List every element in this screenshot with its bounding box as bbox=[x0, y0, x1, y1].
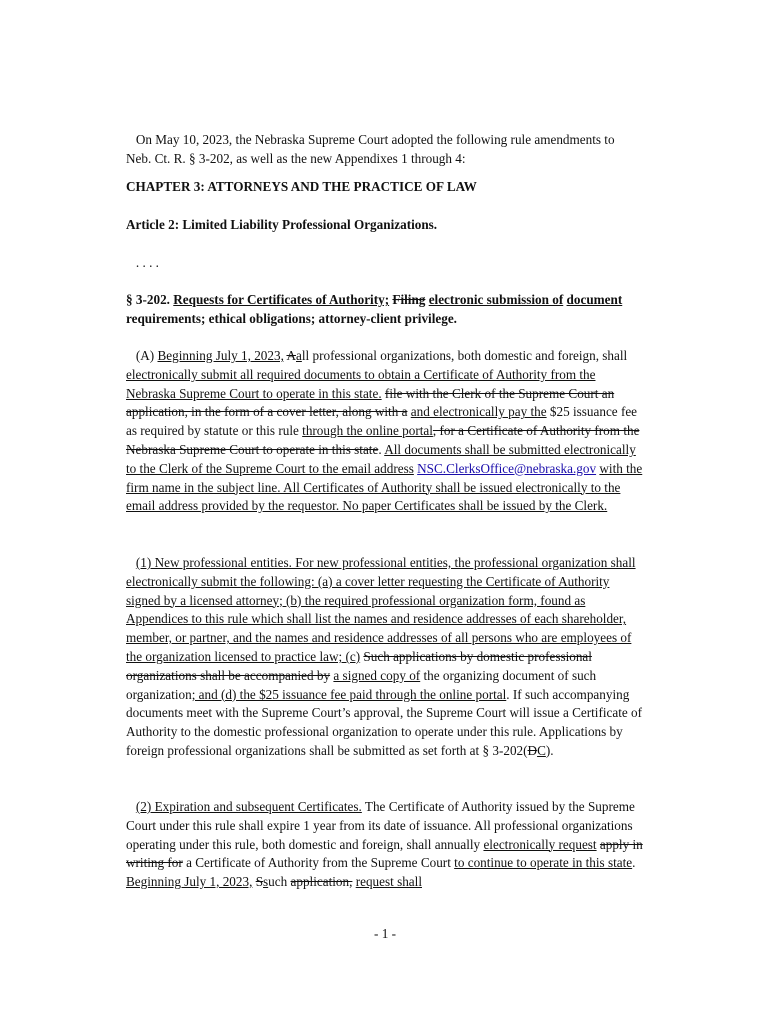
section-insert-3: document bbox=[566, 292, 623, 307]
para-a-insert-7: with the firm name in the subject line. All Certificates of Authority shall be issued electronically to the email address provided by the requestor. No paper Certificates shall be issued by the Clerk. bbox=[126, 460, 643, 514]
para-2-insert-4: Beginning July 1, 2023, bbox=[126, 874, 253, 890]
article-heading: Article 2: Limited Liability Professional Organizations. bbox=[126, 217, 438, 232]
para-2-text-2: a Certificate of Authority from the Supreme Court bbox=[186, 855, 451, 871]
para-2-insert-1: (2) Expiration and subsequent Certificates. bbox=[135, 799, 362, 814]
para-2-text-3: . bbox=[632, 855, 636, 871]
para-1-text-1: the organizing document of such organization bbox=[126, 667, 597, 702]
para-1-insert-3: ; and (d) the $25 issuance fee paid through the online portal bbox=[191, 686, 507, 702]
para-a-insert-3: electronically submit all required documents to obtain a Certificate of Authority from the Nebraska Supreme Court to operate in this state. bbox=[126, 366, 596, 401]
para-a-insert-4: and electronically pay the bbox=[410, 404, 547, 420]
paragraph-1 bbox=[126, 554, 646, 761]
intro-line-2: Neb. Ct. R. § 3-202, as well as the new Appendixes 1 through 4: bbox=[126, 150, 466, 166]
para-2-delete-2: S bbox=[255, 874, 264, 890]
para-2-text-4: uch bbox=[268, 874, 288, 890]
para-2-delete-3: application, bbox=[290, 874, 353, 890]
para-a-text-3: . bbox=[378, 441, 382, 457]
clerk-email-link[interactable]: NSC.ClerksOffice@nebraska.gov bbox=[417, 460, 597, 476]
para-2-insert-5: s bbox=[263, 874, 269, 890]
para-a-insert-1: Beginning July 1, 2023, bbox=[157, 348, 284, 363]
para-1-insert-4: C bbox=[537, 742, 546, 758]
para-2-text-1: The Certificate of Authority issued by the Supreme Court under this rule shall expire 1 year from its date of issuance. All professional organizations operating under this rule, both domestic and foreign, shall annually bbox=[126, 799, 635, 852]
para-a-text-1: ll professional organizations, both domestic and foreign, shall bbox=[301, 348, 628, 363]
section-number: § 3-202. bbox=[126, 292, 170, 307]
para-1-delete-2: D bbox=[527, 742, 538, 758]
intro-line-1: On May 10, 2023, the Nebraska Supreme Court adopted the following rule amendments to bbox=[135, 132, 615, 147]
intro-paragraph bbox=[126, 131, 646, 169]
section-insert-2: electronic submission of bbox=[428, 292, 564, 307]
ellipsis-text: . . . . bbox=[135, 255, 159, 270]
para-2-delete-1: apply in writing for bbox=[126, 836, 643, 871]
para-2-insert-3: to continue to operate in this state bbox=[454, 855, 633, 871]
section-delete-1: Filing bbox=[392, 292, 426, 307]
paragraph-a bbox=[126, 347, 646, 516]
paragraph-2 bbox=[126, 798, 646, 892]
para-2-insert-2: electronically request bbox=[483, 836, 597, 852]
para-1-text-3: ). bbox=[545, 742, 554, 758]
para-1-insert-1: (1) New professional entities. For new professional entities, the professional organization shall electronically submit the following: (a) a cover letter requesting the Certificate of Authority signed by a licensed attorney; (b) the required professional organization form, found as Appendices to this rule which shall list the names and residence addresses of each shareholder, member, or partner, and the names and residence addresses of all persons who are employees of the organization licensed to practice law; (c) bbox=[126, 555, 636, 664]
para-a-delete-2: file with the Clerk of the Supreme Court an application, in the form of a cover letter, along with a bbox=[126, 385, 615, 420]
ellipsis bbox=[126, 254, 646, 273]
section-title-rest: requirements; ethical obligations; attorney-client privilege. bbox=[126, 310, 457, 326]
para-2-insert-6: request shall bbox=[355, 874, 422, 890]
para-a-prefix: (A) bbox=[135, 348, 155, 363]
para-1-text-2: . If such accompanying documents meet with the Supreme Court’s approval, the Supreme Court will issue a Certificate of Authority to the domestic professional organization to operate under this rule. Applications by foreign professional organizations shall be submitted as set forth at § 3-202( bbox=[126, 686, 643, 758]
para-1-insert-2: a signed copy of bbox=[333, 667, 421, 683]
chapter-heading: CHAPTER 3: ATTORNEYS AND THE PRACTICE OF LAW bbox=[126, 179, 477, 194]
para-a-insert-6: All documents shall be submitted electronically to the Clerk of the Supreme Court to the email address bbox=[126, 441, 636, 476]
para-1-delete-1: Such applications by domestic professional organizations shall be accompanied by bbox=[126, 648, 592, 683]
para-a-delete-1: A bbox=[286, 348, 296, 363]
para-a-insert-2: a bbox=[296, 348, 302, 363]
section-insert-1: Requests for Certificates of Authority; bbox=[173, 292, 390, 307]
para-a-delete-3: , for a Certificate of Authority from the Nebraska Supreme Court to operate in this state bbox=[126, 423, 640, 457]
para-a-text-2: $25 issuance fee as required by statute or this rule bbox=[126, 404, 638, 439]
para-a-insert-5: through the online portal bbox=[302, 423, 433, 439]
page-number: - 1 - bbox=[374, 926, 396, 941]
section-heading bbox=[126, 291, 646, 329]
